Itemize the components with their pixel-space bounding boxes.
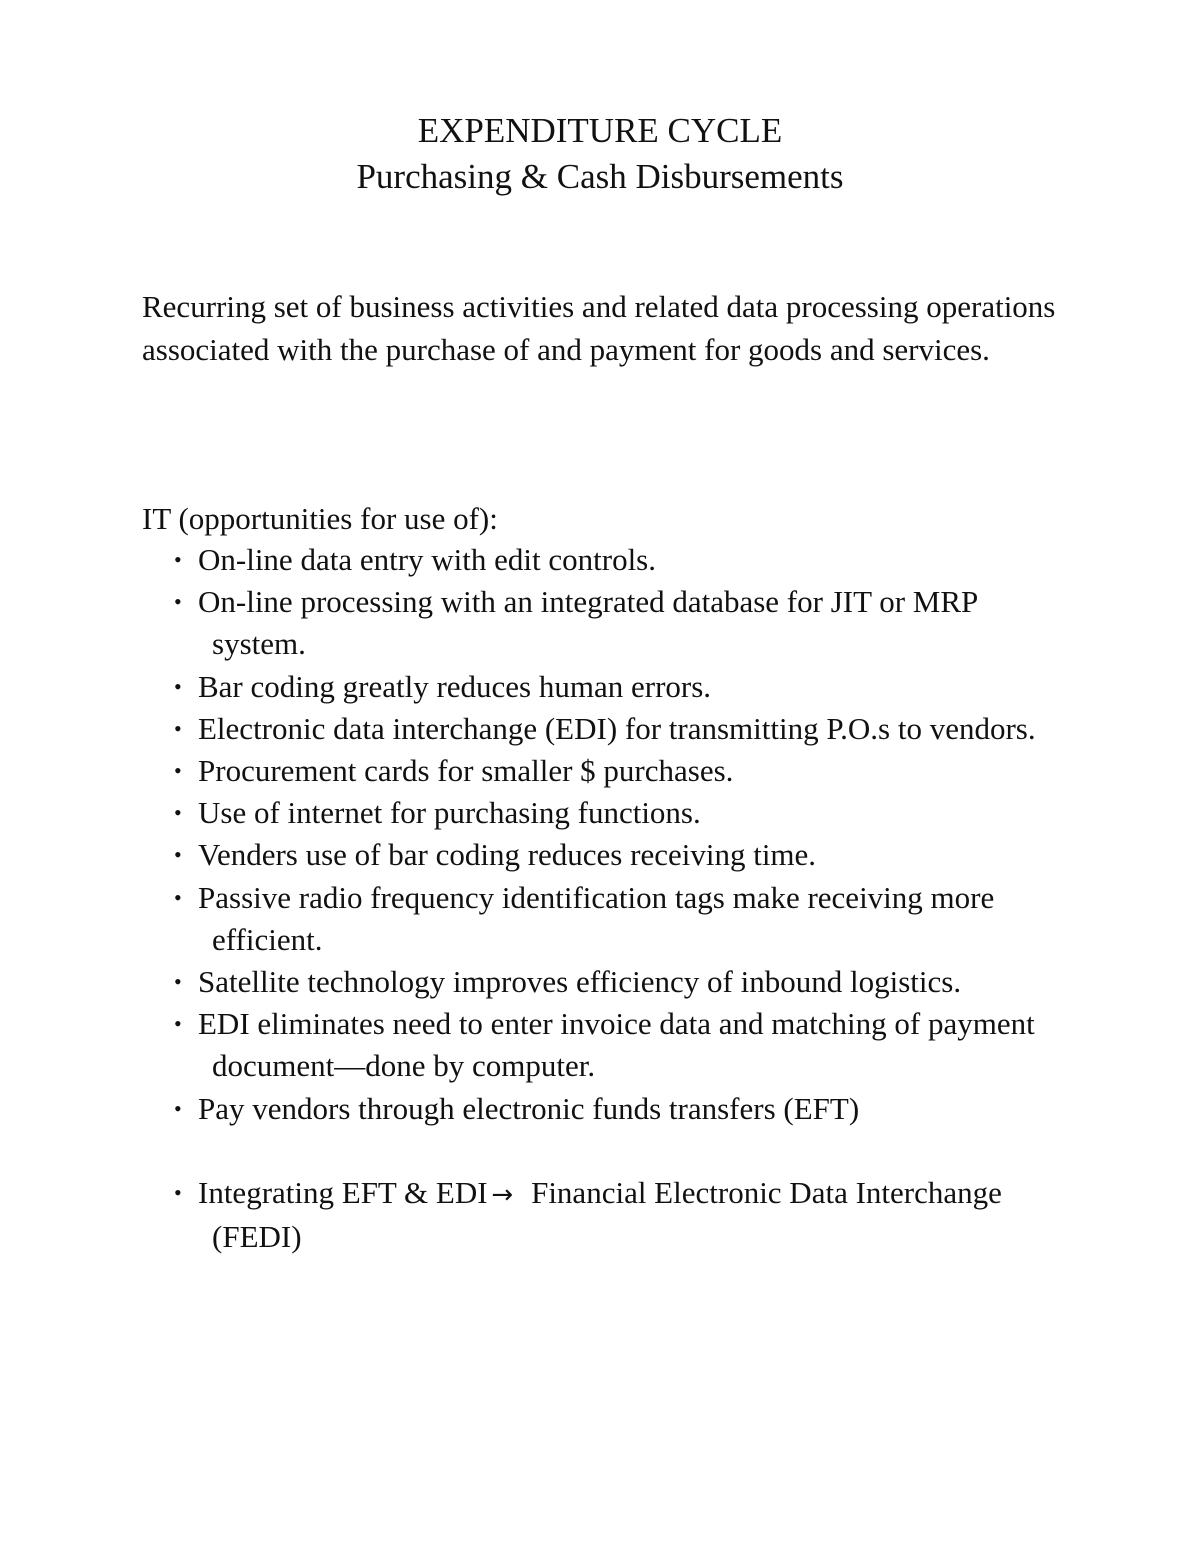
bullet-icon: • <box>174 884 182 910</box>
list-item-text: Venders use of bar coding reduces receiving time. <box>198 837 817 873</box>
page-subtitle: Purchasing & Cash Disbursements <box>356 157 844 196</box>
fedi-after-arrow: Financial Electronic Data Interchange (FEDI) <box>212 1174 1002 1255</box>
bullet-icon: • <box>174 1095 182 1121</box>
list-item <box>174 877 1074 961</box>
list-item <box>174 792 1074 834</box>
it-bullet-list <box>174 539 1074 1258</box>
list-item-text: Satellite technology improves efficiency of inbound logistics. <box>198 964 962 1000</box>
list-item-text: Pay vendors through electronic funds transfers (EFT) <box>198 1090 860 1126</box>
title-block <box>0 108 1200 200</box>
page-title: EXPENDITURE CYCLE <box>417 111 783 150</box>
list-item <box>174 961 1074 1003</box>
fedi-before-arrow: Integrating EFT & EDI <box>198 1174 488 1210</box>
list-item <box>174 539 1074 581</box>
bullet-icon: • <box>174 1179 182 1205</box>
bullet-icon: • <box>174 715 182 741</box>
list-item-text: Passive radio frequency identification tags make receiving more efficient. <box>198 879 995 957</box>
list-item-text: On-line processing with an integrated database for JIT or MRP system. <box>198 584 978 662</box>
list-item <box>174 834 1074 876</box>
bullet-icon: • <box>174 673 182 699</box>
list-item <box>174 708 1074 750</box>
list-item-text: Procurement cards for smaller $ purchases. <box>198 753 734 789</box>
list-item-text: Bar coding greatly reduces human errors. <box>198 668 712 704</box>
intro-paragraph: Recurring set of business activities and related data processing operations associated with the purchase of and payment for goods and services. <box>142 289 1056 367</box>
list-item-text: Electronic data interchange (EDI) for transmitting P.O.s to vendors. <box>198 710 1036 746</box>
bullet-icon: • <box>174 758 182 784</box>
bullet-icon: • <box>174 1011 182 1037</box>
list-item-text: EDI eliminates need to enter invoice data and matching of payment document—done by computer. <box>198 1006 1035 1084</box>
list-item-text: On-line data entry with edit controls. <box>198 542 656 577</box>
list-item <box>174 1088 1074 1130</box>
list-item-fedi <box>174 1172 1074 1258</box>
list-item <box>174 666 1074 708</box>
list-item <box>174 1003 1074 1087</box>
list-item <box>174 581 1074 665</box>
bullet-icon: • <box>174 589 182 615</box>
bullet-icon: • <box>174 800 182 826</box>
bullet-icon: • <box>174 969 182 995</box>
list-item-text: Use of internet for purchasing functions. <box>198 795 701 831</box>
right-arrow-icon: → <box>491 1179 514 1210</box>
list-item <box>174 750 1074 792</box>
bullet-icon: • <box>174 842 182 868</box>
list-item-text <box>198 1172 1074 1258</box>
bullet-icon: • <box>174 547 182 572</box>
it-section-heading: IT (opportunities for use of): <box>142 501 498 536</box>
